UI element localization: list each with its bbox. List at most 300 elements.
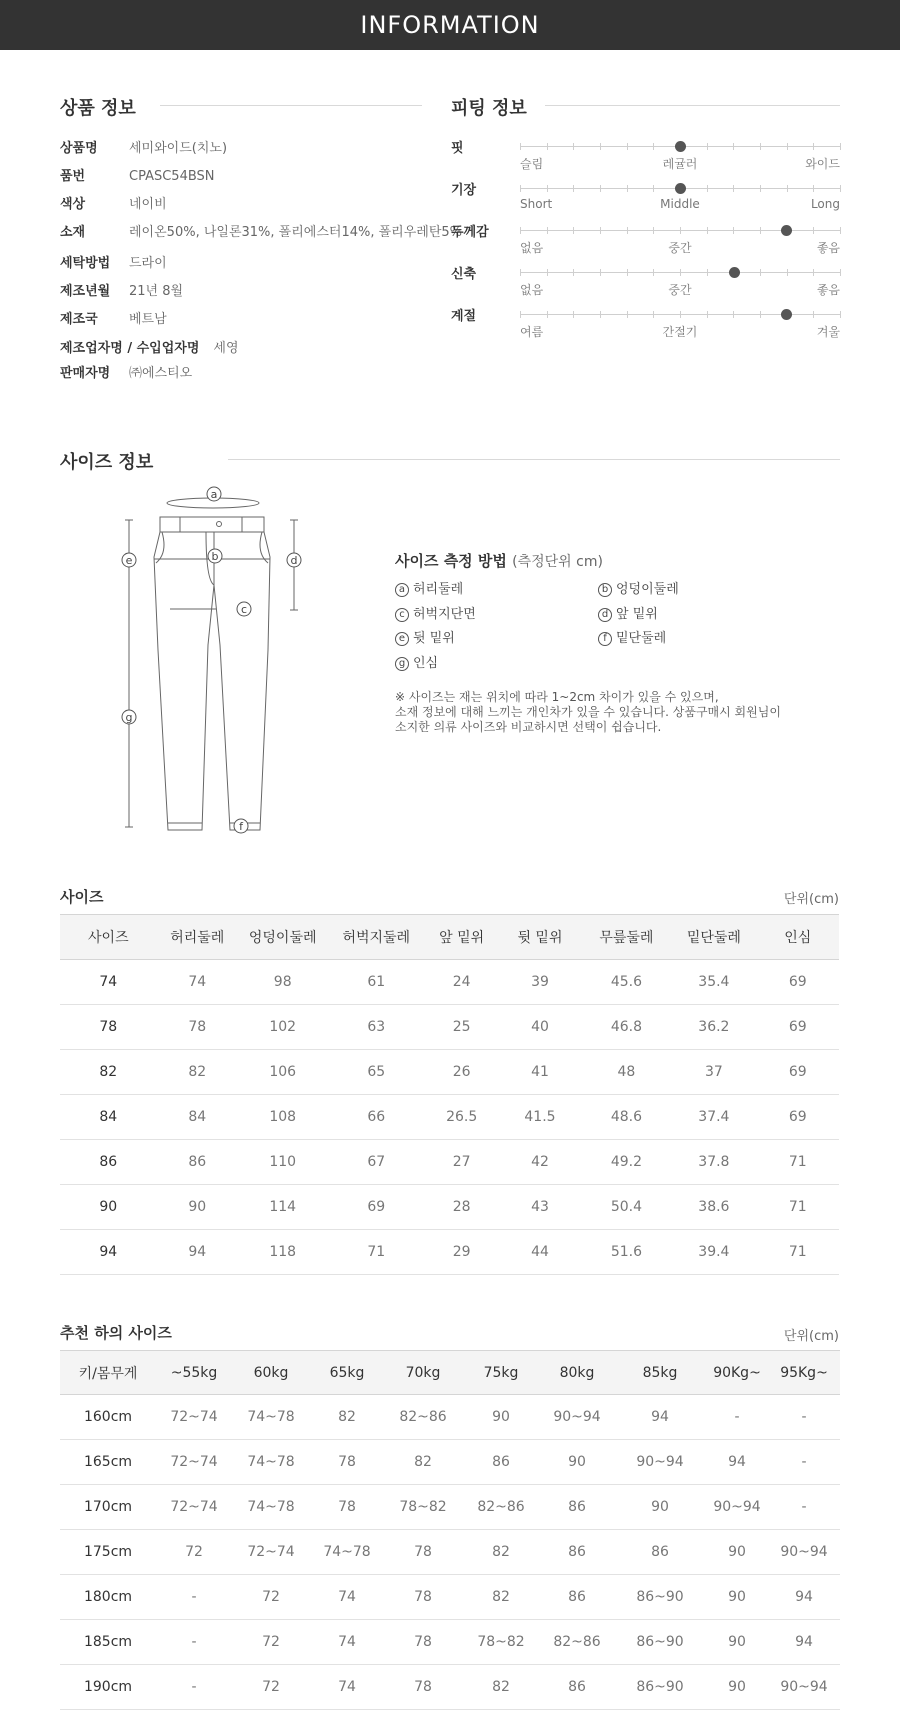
marker-f-label: f [239,820,243,833]
fitting-scale-tick [627,269,628,276]
size-info-title: 사이즈 정보 [60,452,154,473]
fitting-option: 간절기 [662,325,698,339]
table-cell: 71 [757,1140,839,1185]
table-cell: 86 [540,1665,614,1710]
table-cell: 110 [238,1140,327,1185]
fitting-scale-tick [787,143,788,150]
fitting-scale-tick [600,227,601,234]
marker-d-label: d [290,554,298,567]
product-info-value: 세미와이드(치노) [129,141,228,156]
table-cell: 180cm [60,1575,156,1620]
fitting-scale-tick [627,143,628,150]
fitting-scale-tick [520,143,521,150]
measure-method-unit: (측정단위 cm) [512,554,603,570]
fitting-scale-tick [707,185,708,192]
table-cell: 82 [462,1575,540,1620]
table-cell: 50.4 [582,1185,671,1230]
fitting-scale-tick [840,311,841,318]
table-cell: 90 [706,1665,768,1710]
table-cell: 86 [540,1575,614,1620]
fitting-scale-tick [600,185,601,192]
fitting-option: 없음 [520,241,544,255]
table-cell: 90 [540,1440,614,1485]
marker-e-label: e [125,554,133,567]
marker-a-label: a [210,488,218,501]
table-cell: 71 [327,1230,425,1275]
fitting-scale-tick [680,311,681,318]
rec-table-title: 추천 하의 사이즈 [60,1324,172,1342]
table-cell: 41.5 [498,1095,581,1140]
table-cell: 38.6 [671,1185,756,1230]
fitting-option: 좋음 [816,283,840,297]
marker-g-label: g [125,711,133,724]
size-note-line: ※ 사이즈는 재는 위치에 따라 1~2cm 차이가 있을 수 있으며, [395,690,719,704]
table-cell: 84 [157,1095,238,1140]
fitting-label: 핏 [451,141,464,156]
table-cell: 61 [327,960,425,1005]
table-cell: 69 [757,1050,839,1095]
fitting-scale-tick [680,227,681,234]
table-cell: 72 [232,1665,310,1710]
fitting-indicator [675,141,686,152]
table-header-cell: 85kg [614,1351,706,1395]
table-row [60,1665,840,1710]
table-cell: - [768,1395,840,1440]
fitting-scale-tick [627,311,628,318]
product-info-row [60,283,183,301]
table-cell: 90 [60,1185,157,1230]
table-cell: 86 [462,1440,540,1485]
table-cell: 74~78 [232,1485,310,1530]
product-info-row [60,255,167,273]
measure-marker-icon: d [598,608,612,622]
table-cell: 74 [60,960,157,1005]
table-cell: 90 [462,1395,540,1440]
table-cell: 90~94 [614,1440,706,1485]
fitting-option: 겨울 [816,325,840,339]
table-cell: 94 [614,1395,706,1440]
fitting-scale [520,188,840,189]
table-row [60,1095,839,1140]
fitting-label: 두께감 [451,225,489,240]
table-cell: 84 [60,1095,157,1140]
table-cell: 74~78 [310,1530,384,1575]
fitting-option: Middle [660,197,700,211]
table-cell: 86~90 [614,1665,706,1710]
table-cell: 90~94 [768,1530,840,1575]
marker-b-label: b [211,550,219,563]
product-info-key: 판매자명 [60,366,111,381]
product-info-row [60,311,167,329]
fitting-scale [520,230,840,231]
table-cell: 108 [238,1095,327,1140]
table-cell: - [156,1575,232,1620]
table-cell: 66 [327,1095,425,1140]
product-info-value: 베트남 [129,312,167,327]
page-header: INFORMATION [0,0,900,50]
fitting-option: 좋음 [816,241,840,255]
table-cell: 82 [462,1530,540,1575]
fitting-scale-tick [547,311,548,318]
table-cell: 78 [384,1530,462,1575]
table-cell: 170cm [60,1485,156,1530]
fitting-scale-tick [600,311,601,318]
table-cell: 86 [157,1140,238,1185]
product-info-value: 21년 8월 [129,284,184,299]
measure-marker-icon: c [395,608,409,622]
fitting-scale-tick [680,269,681,276]
fitting-scale-tick [787,185,788,192]
table-header-cell: 70kg [384,1351,462,1395]
fitting-scale-tick [653,269,654,276]
fitting-scale-tick [840,185,841,192]
measure-label: 밑단둘레 [616,631,667,646]
measure-label: 뒷 밑위 [413,631,455,646]
table-cell: 90~94 [540,1395,614,1440]
table-cell: 78 [384,1575,462,1620]
fitting-scale-tick [627,227,628,234]
table-cell: 74~78 [232,1395,310,1440]
size-table-title: 사이즈 [60,888,104,906]
table-cell: 86~90 [614,1575,706,1620]
measure-label: 인심 [413,655,439,671]
table-header-cell: 95Kg~ [768,1351,840,1395]
size-table-unit: 단위(cm) [783,892,839,907]
fitting-scale-tick [733,143,734,150]
table-cell: 51.6 [582,1230,671,1275]
table-cell: 165cm [60,1440,156,1485]
table-cell: 48.6 [582,1095,671,1140]
fitting-option: 없음 [520,283,544,297]
table-header-cell: 80kg [540,1351,614,1395]
table-cell: 94 [768,1620,840,1665]
fitting-scale-tick [733,227,734,234]
table-cell: - [768,1485,840,1530]
measure-marker-icon: e [395,632,409,646]
table-cell: 69 [757,960,839,1005]
table-cell: 78~82 [384,1485,462,1530]
fitting-scale-tick [707,311,708,318]
fitting-indicator [675,183,686,194]
fitting-indicator [729,267,740,278]
fitting-scale-tick [760,227,761,234]
product-info-row [60,196,167,214]
table-row [60,1440,840,1485]
table-row [60,1230,839,1275]
table-cell: 67 [327,1140,425,1185]
fitting-scale-tick [813,269,814,276]
measure-label: 엉덩이둘레 [616,582,679,597]
fitting-scale-tick [707,269,708,276]
fitting-option: Short [520,197,553,211]
size-table [60,914,839,1275]
table-header-cell: 무릎둘레 [582,915,671,960]
table-cell: 86~90 [614,1620,706,1665]
product-info-key: 소재 [60,225,86,240]
table-cell: 35.4 [671,960,756,1005]
table-cell: 98 [238,960,327,1005]
table-cell: - [156,1620,232,1665]
table-cell: 175cm [60,1530,156,1575]
fitting-option: 슬림 [520,157,544,171]
measure-marker-icon: b [598,583,612,597]
measure-item [395,603,476,622]
table-cell: 78 [384,1620,462,1665]
table-cell: 39 [498,960,581,1005]
table-cell: 90 [614,1485,706,1530]
table-cell: 78 [310,1440,384,1485]
table-cell: 72 [232,1575,310,1620]
table-cell: 86 [540,1485,614,1530]
measure-item [395,652,438,671]
table-header-cell: 밑단둘레 [671,915,756,960]
fitting-option: 중간 [668,241,692,255]
measure-item [598,627,666,646]
table-cell: 71 [757,1185,839,1230]
measure-item [598,603,658,622]
product-info-key: 제조업자명 / 수입업자명 [60,341,200,356]
table-cell: 72 [156,1530,232,1575]
table-cell: 90~94 [768,1665,840,1710]
fitting-scale-tick [573,143,574,150]
table-header-cell: 인심 [757,915,839,960]
product-info-key: 품번 [60,169,86,184]
fitting-scale-tick [707,143,708,150]
table-row [60,960,839,1005]
fitting-option: 와이드 [805,157,840,171]
table-cell: 106 [238,1050,327,1095]
measure-marker-icon: g [395,657,409,671]
table-header-cell: 75kg [462,1351,540,1395]
table-cell: 82~86 [384,1395,462,1440]
table-row [60,1530,840,1575]
fitting-scale [520,272,840,273]
table-cell: 49.2 [582,1140,671,1185]
table-cell: 86 [540,1530,614,1575]
fitting-scale-tick [520,185,521,192]
table-cell: 72~74 [156,1395,232,1440]
table-cell: 42 [498,1140,581,1185]
table-cell: 94 [157,1230,238,1275]
table-cell: 102 [238,1005,327,1050]
product-info-key: 상품명 [60,141,98,156]
table-cell: 82 [60,1050,157,1095]
table-cell: 28 [425,1185,498,1230]
fitting-scale-tick [547,269,548,276]
table-cell: 26.5 [425,1095,498,1140]
fitting-scale-tick [733,311,734,318]
measure-method-title [395,550,603,571]
fitting-option: 중간 [668,283,692,297]
fitting-scale-tick [547,185,548,192]
table-cell: 160cm [60,1395,156,1440]
table-cell: 90 [706,1620,768,1665]
size-note-line: 소지한 의류 사이즈와 비교하시면 선택이 쉽습니다. [395,720,662,734]
fitting-scale-tick [573,311,574,318]
table-cell: 65 [327,1050,425,1095]
fitting-info-title: 피팅 정보 [451,98,527,119]
fitting-scale-tick [653,311,654,318]
fitting-scale-tick [627,185,628,192]
table-cell: 90 [706,1575,768,1620]
product-info-row [60,365,192,383]
fitting-scale-tick [573,185,574,192]
table-cell: 41 [498,1050,581,1095]
fitting-scale-tick [760,143,761,150]
fitting-scale-tick [840,227,841,234]
product-info-value: CPASC54BSN [129,169,215,184]
table-row [60,1185,839,1230]
table-row [60,1005,839,1050]
table-cell: 82 [384,1440,462,1485]
fitting-scale-tick [600,143,601,150]
fitting-scale-tick [520,269,521,276]
product-info-value: 네이비 [129,197,167,212]
table-cell: 44 [498,1230,581,1275]
table-cell: 39.4 [671,1230,756,1275]
pants-diagram [110,485,340,835]
fitting-scale-tick [653,143,654,150]
fitting-scale-tick [547,143,548,150]
table-cell: 94 [60,1230,157,1275]
table-row [60,1575,840,1620]
fitting-label: 기장 [451,183,477,198]
table-cell: 43 [498,1185,581,1230]
table-row [60,1395,840,1440]
table-cell: 72 [232,1620,310,1665]
fitting-scale [520,146,840,147]
table-header-cell: 엉덩이둘레 [238,915,327,960]
size-info-divider [228,459,840,460]
table-cell: 72~74 [156,1440,232,1485]
measure-marker-icon: a [395,583,409,597]
table-cell: 69 [327,1185,425,1230]
table-cell: 90 [157,1185,238,1230]
table-cell: 90 [706,1530,768,1575]
measure-label: 허벅지단면 [413,606,476,622]
table-cell: - [706,1395,768,1440]
table-cell: 37.4 [671,1095,756,1140]
fitting-scale-tick [813,143,814,150]
table-cell: 74 [310,1620,384,1665]
table-cell: 37 [671,1050,756,1095]
table-cell: 37.8 [671,1140,756,1185]
rec-table-unit: 단위(cm) [783,1329,839,1344]
table-row [60,1140,839,1185]
fitting-scale-tick [600,269,601,276]
product-info-key: 제조국 [60,312,98,327]
fitting-option: 여름 [520,325,544,339]
fitting-scale-tick [813,311,814,318]
fitting-indicator [781,225,792,236]
table-cell: 94 [768,1575,840,1620]
fitting-scale-tick [840,143,841,150]
fitting-scale-tick [520,311,521,318]
table-header-cell: 뒷 밑위 [498,915,581,960]
table-cell: 86 [60,1140,157,1185]
table-cell: 74 [310,1665,384,1710]
product-info-title: 상품 정보 [60,98,136,119]
measure-item [395,627,455,646]
table-cell: - [768,1440,840,1485]
table-cell: 82~86 [540,1620,614,1665]
fitting-scale-tick [813,227,814,234]
table-row [60,1485,840,1530]
fitting-scale-tick [653,227,654,234]
product-info-row [60,224,462,242]
fitting-scale-tick [760,269,761,276]
table-cell: 26 [425,1050,498,1095]
fitting-info-divider [545,105,840,106]
fitting-scale-tick [840,269,841,276]
fitting-scale-tick [707,227,708,234]
fitting-scale-tick [547,227,548,234]
table-header-cell: 허벅지둘레 [327,915,425,960]
table-row [60,1050,839,1095]
table-cell: 29 [425,1230,498,1275]
table-header-cell: ~55kg [156,1351,232,1395]
fitting-option: Long [810,197,840,211]
fitting-indicator [781,309,792,320]
table-cell: 78 [384,1665,462,1710]
measure-item [598,578,679,597]
product-info-key: 세탁방법 [60,256,111,271]
fitting-scale-tick [760,185,761,192]
product-info-key: 제조년월 [60,284,111,299]
table-cell: 71 [757,1230,839,1275]
fitting-option: 레귤러 [662,157,698,171]
table-cell: 78 [310,1485,384,1530]
table-cell: - [156,1665,232,1710]
product-info-row [60,140,227,158]
product-info-value: 레이온50%, 나일론31%, 폴리에스터14%, 폴리우레탄5% [129,225,463,240]
fitting-scale-tick [520,227,521,234]
waistband [160,517,264,532]
fitting-label: 계절 [451,309,477,324]
product-info-divider [160,105,422,106]
table-cell: 82~86 [462,1485,540,1530]
table-cell: 78 [60,1005,157,1050]
size-note-line: 소재 정보에 대해 느끼는 개인차가 있을 수 있습니다. 상품구매시 회원님이 [395,705,781,719]
fitting-label: 신축 [451,267,477,282]
product-info-value: 세영 [213,341,239,356]
product-info-row [60,340,239,358]
measure-marker-icon: f [598,632,612,646]
marker-c-label: c [240,603,248,616]
table-cell: 69 [757,1095,839,1140]
table-cell: 74~78 [232,1440,310,1485]
table-row [60,1620,840,1665]
recommended-size-table [60,1350,840,1710]
table-cell: 118 [238,1230,327,1275]
fitting-scale-tick [653,185,654,192]
fitting-scale-tick [760,311,761,318]
table-cell: 114 [238,1185,327,1230]
table-cell: 190cm [60,1665,156,1710]
pants-outline [154,532,270,830]
table-cell: 69 [757,1005,839,1050]
table-cell: 25 [425,1005,498,1050]
fitting-scale-tick [787,269,788,276]
measure-label: 허리둘레 [413,582,464,597]
table-cell: 45.6 [582,960,671,1005]
fitting-scale-tick [573,269,574,276]
table-header-cell: 앞 밑위 [425,915,498,960]
fitting-scale-tick [573,227,574,234]
table-cell: 40 [498,1005,581,1050]
table-header-cell: 90Kg~ [706,1351,768,1395]
measure-item [395,578,463,597]
